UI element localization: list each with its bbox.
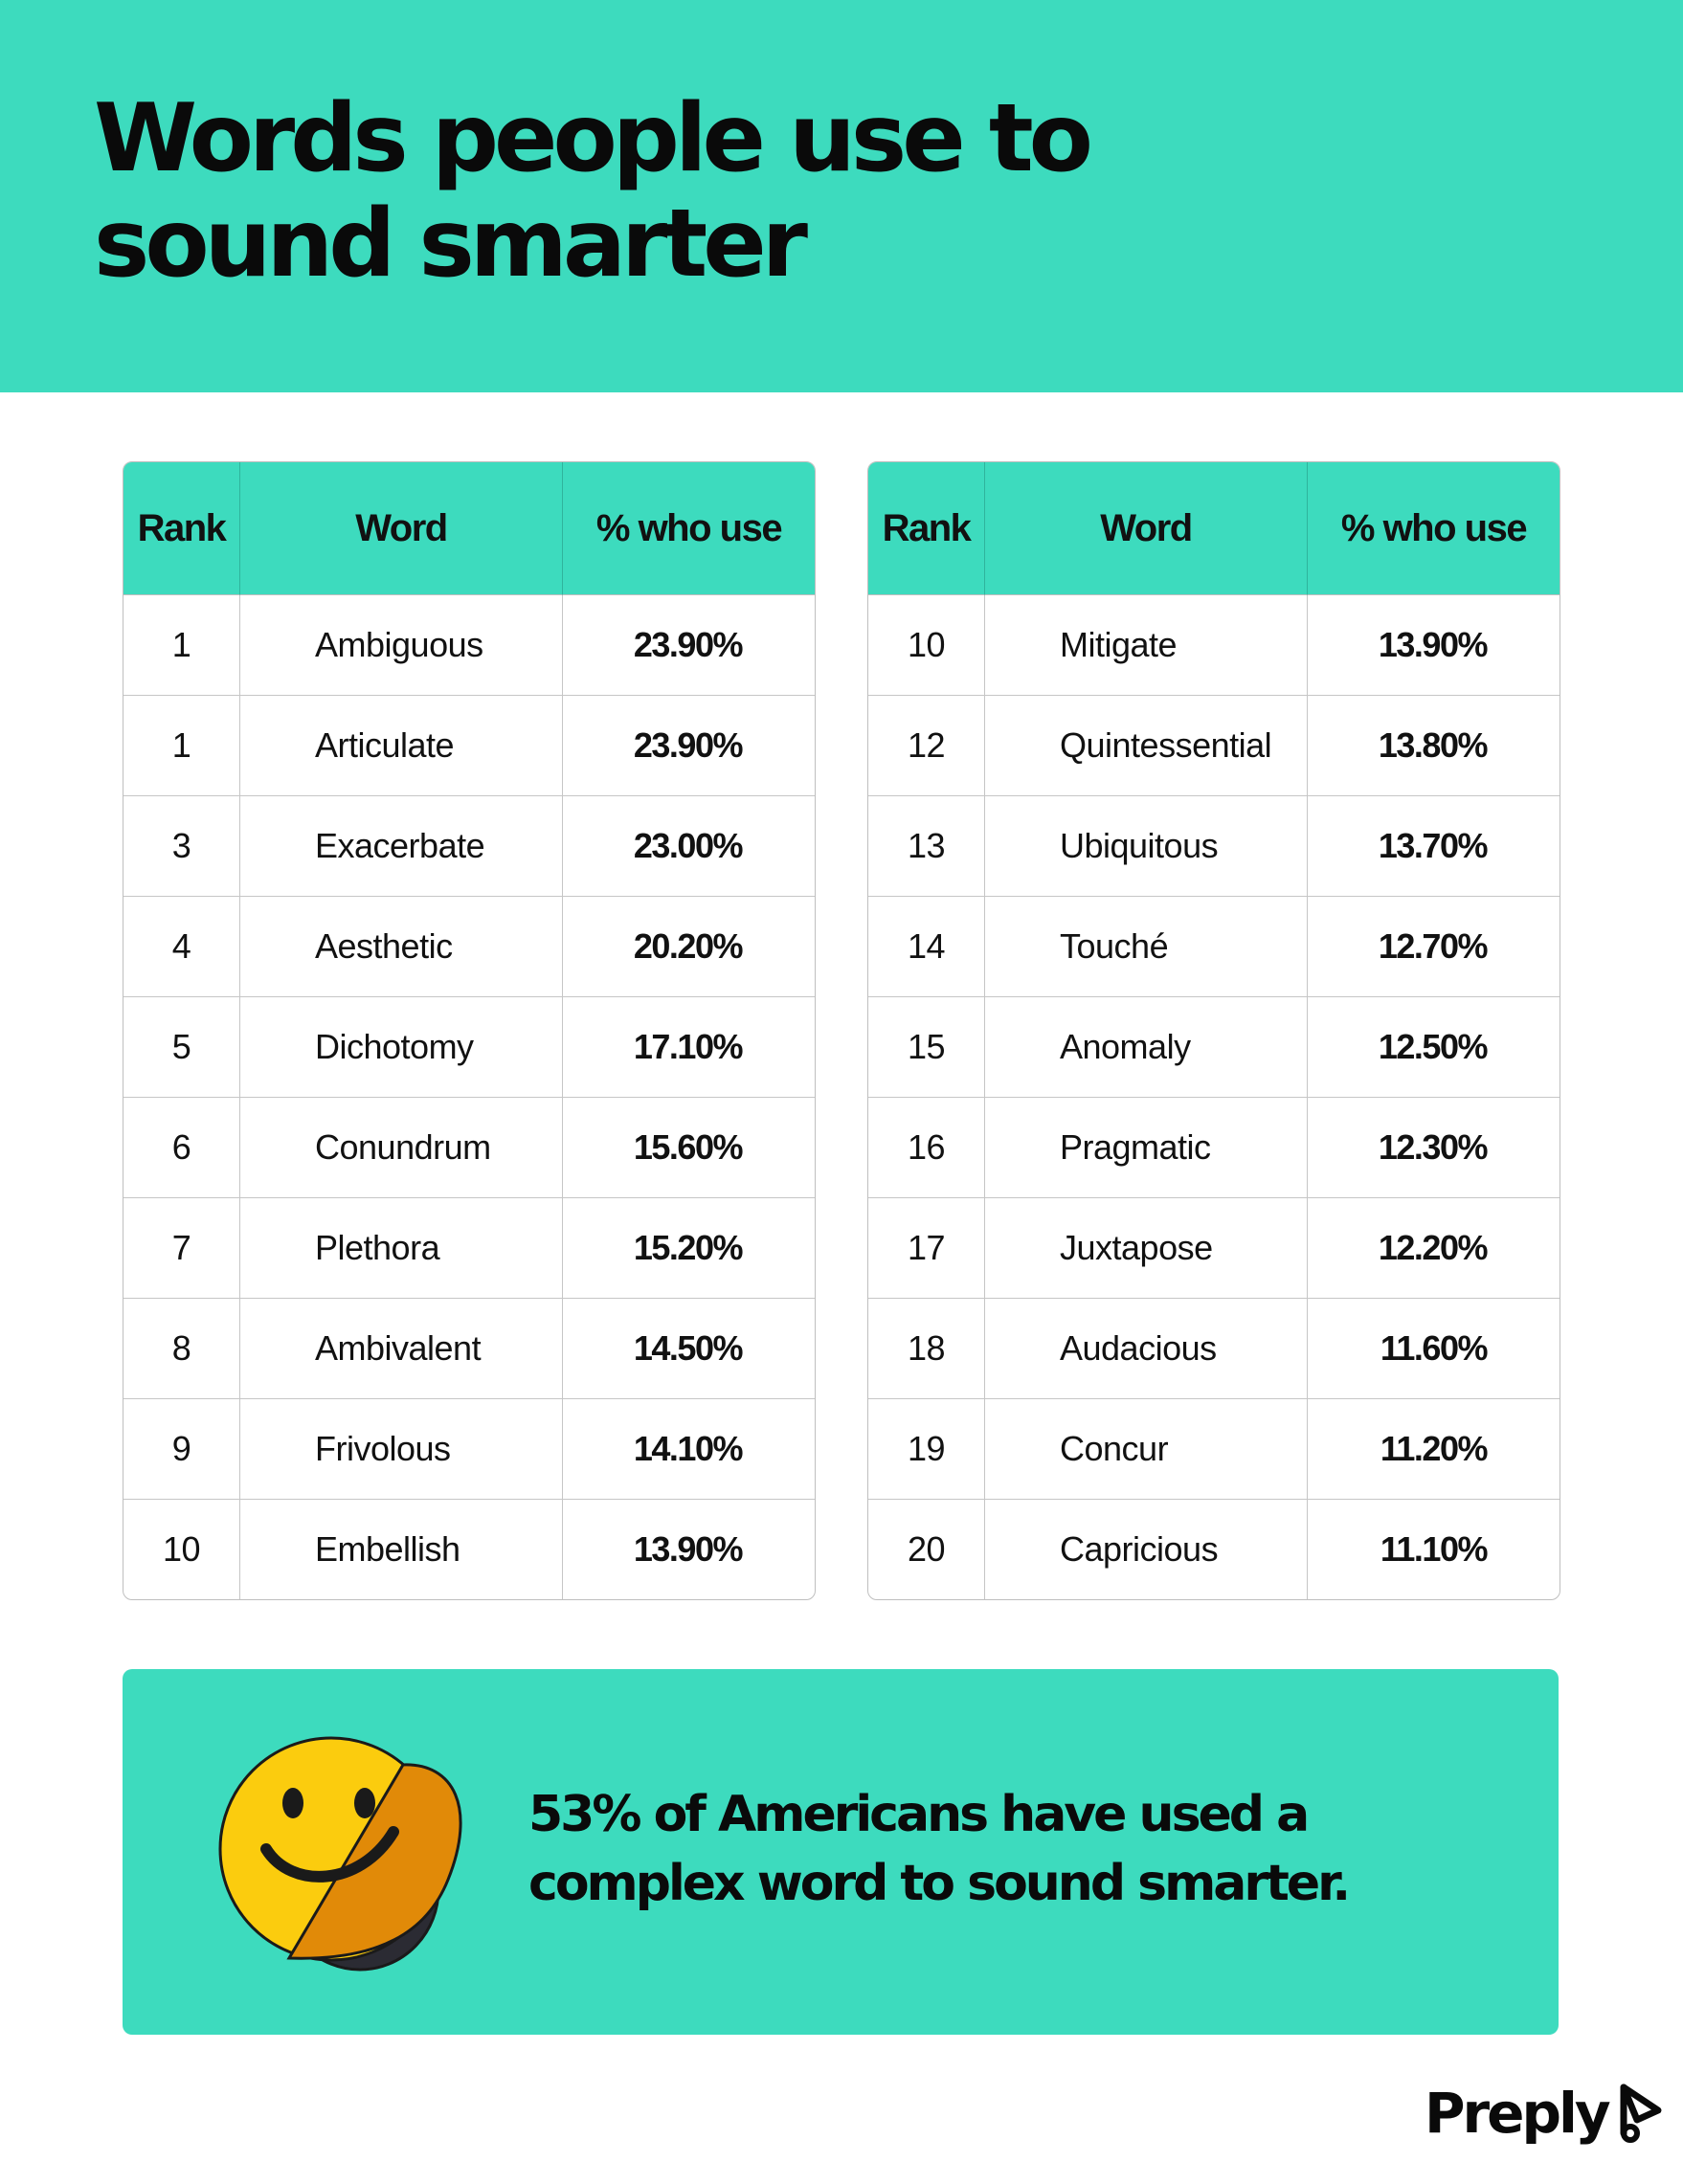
word-cell: Audacious	[985, 1299, 1308, 1399]
percent-cell: 23.90%	[563, 595, 815, 696]
rank-cell: 15	[868, 997, 985, 1098]
ranking-table-right	[867, 461, 1560, 1600]
word-cell: Conundrum	[240, 1098, 563, 1198]
stat-banner	[123, 1669, 1559, 2035]
smiley-face-icon	[216, 1736, 475, 1975]
rank-cell: 17	[868, 1198, 985, 1299]
percent-cell: 17.10%	[563, 997, 815, 1098]
table-row	[123, 1098, 815, 1198]
rank-cell: 12	[868, 696, 985, 796]
table-row	[868, 1098, 1560, 1198]
word-cell: Dichotomy	[240, 997, 563, 1098]
word-cell: Concur	[985, 1399, 1308, 1500]
rank-cell: 16	[868, 1098, 985, 1198]
ranking-table-left	[123, 461, 816, 1600]
table-row	[123, 696, 815, 796]
word-cell: Frivolous	[240, 1399, 563, 1500]
table-row	[868, 1299, 1560, 1399]
percent-cell: 15.20%	[563, 1198, 815, 1299]
rank-cell: 1	[123, 595, 240, 696]
table-row	[123, 1198, 815, 1299]
stat-text: 53% of Americans have used a complex word to sound smarter.	[528, 1786, 1349, 1912]
word-cell: Ambiguous	[240, 595, 563, 696]
percent-cell: 15.60%	[563, 1098, 815, 1198]
table-row	[868, 897, 1560, 997]
rank-cell: 4	[123, 897, 240, 997]
table-row	[868, 1198, 1560, 1299]
table-row	[868, 696, 1560, 796]
table-row	[123, 897, 815, 997]
rank-cell: 20	[868, 1500, 985, 1599]
word-cell: Articulate	[240, 696, 563, 796]
table-row	[123, 1399, 815, 1500]
word-cell: Touché	[985, 897, 1308, 997]
rank-cell: 14	[868, 897, 985, 997]
table-row	[123, 997, 815, 1098]
word-cell: Pragmatic	[985, 1098, 1308, 1198]
word-cell: Juxtapose	[985, 1198, 1308, 1299]
word-cell: Anomaly	[985, 997, 1308, 1098]
rank-cell: 18	[868, 1299, 985, 1399]
table-header-row	[868, 462, 1560, 595]
header-pct: % who use	[563, 462, 815, 595]
percent-cell: 23.90%	[563, 696, 815, 796]
rank-cell: 8	[123, 1299, 240, 1399]
header-word: Word	[985, 462, 1308, 595]
preply-logo-icon	[1614, 2082, 1668, 2145]
table-row	[868, 997, 1560, 1098]
percent-cell: 11.10%	[1380, 1529, 1487, 1569]
word-cell: Exacerbate	[240, 796, 563, 897]
percent-cell: 14.50%	[563, 1299, 815, 1399]
header-banner	[0, 0, 1683, 392]
percent-cell: 13.90%	[633, 1529, 742, 1569]
rank-cell: 10	[123, 1500, 240, 1599]
percent-cell: 11.60%	[1308, 1299, 1560, 1399]
percent-cell: 12.20%	[1308, 1198, 1560, 1299]
preply-logo	[1425, 2075, 1668, 2151]
percent-cell: 12.50%	[1308, 997, 1560, 1098]
percent-cell: 12.30%	[1308, 1098, 1560, 1198]
rank-cell: 19	[868, 1399, 985, 1500]
header-word: Word	[240, 462, 563, 595]
table-row	[868, 595, 1560, 696]
word-cell: Quintessential	[985, 696, 1308, 796]
word-cell: Aesthetic	[240, 897, 563, 997]
table-body-right	[868, 595, 1560, 1599]
percent-cell: 12.70%	[1308, 897, 1560, 997]
rank-cell: 13	[868, 796, 985, 897]
header-pct: % who use	[1308, 462, 1560, 595]
rank-cell: 5	[123, 997, 240, 1098]
header-rank: Rank	[868, 462, 985, 595]
rank-cell: 1	[123, 696, 240, 796]
percent-cell: 20.20%	[563, 897, 815, 997]
word-cell: Embellish	[240, 1500, 563, 1599]
page-title: Words people use to sound smarter	[94, 84, 1088, 299]
percent-cell: 11.20%	[1308, 1399, 1560, 1500]
percent-cell: 23.00%	[563, 796, 815, 897]
rank-cell: 6	[123, 1098, 240, 1198]
header-rank: Rank	[123, 462, 240, 595]
logo-text: Preply	[1425, 2081, 1608, 2146]
table-row	[123, 1500, 815, 1599]
table-body-left	[123, 595, 815, 1599]
table-row	[868, 1500, 1560, 1599]
percent-cell: 13.80%	[1308, 696, 1560, 796]
rank-cell: 9	[123, 1399, 240, 1500]
percent-cell: 14.10%	[563, 1399, 815, 1500]
rank-cell: 3	[123, 796, 240, 897]
rank-cell: 7	[123, 1198, 240, 1299]
word-cell: Ambivalent	[240, 1299, 563, 1399]
word-cell: Mitigate	[985, 595, 1308, 696]
percent-cell: 13.70%	[1308, 796, 1560, 897]
word-cell: Ubiquitous	[985, 796, 1308, 897]
table-header-row	[123, 462, 815, 595]
table-row	[123, 595, 815, 696]
table-row	[123, 796, 815, 897]
table-row	[123, 1299, 815, 1399]
word-cell: Capricious	[985, 1500, 1308, 1599]
rank-cell: 10	[868, 595, 985, 696]
percent-cell: 13.90%	[1308, 595, 1560, 696]
word-cell: Plethora	[240, 1198, 563, 1299]
table-row	[868, 796, 1560, 897]
table-row	[868, 1399, 1560, 1500]
